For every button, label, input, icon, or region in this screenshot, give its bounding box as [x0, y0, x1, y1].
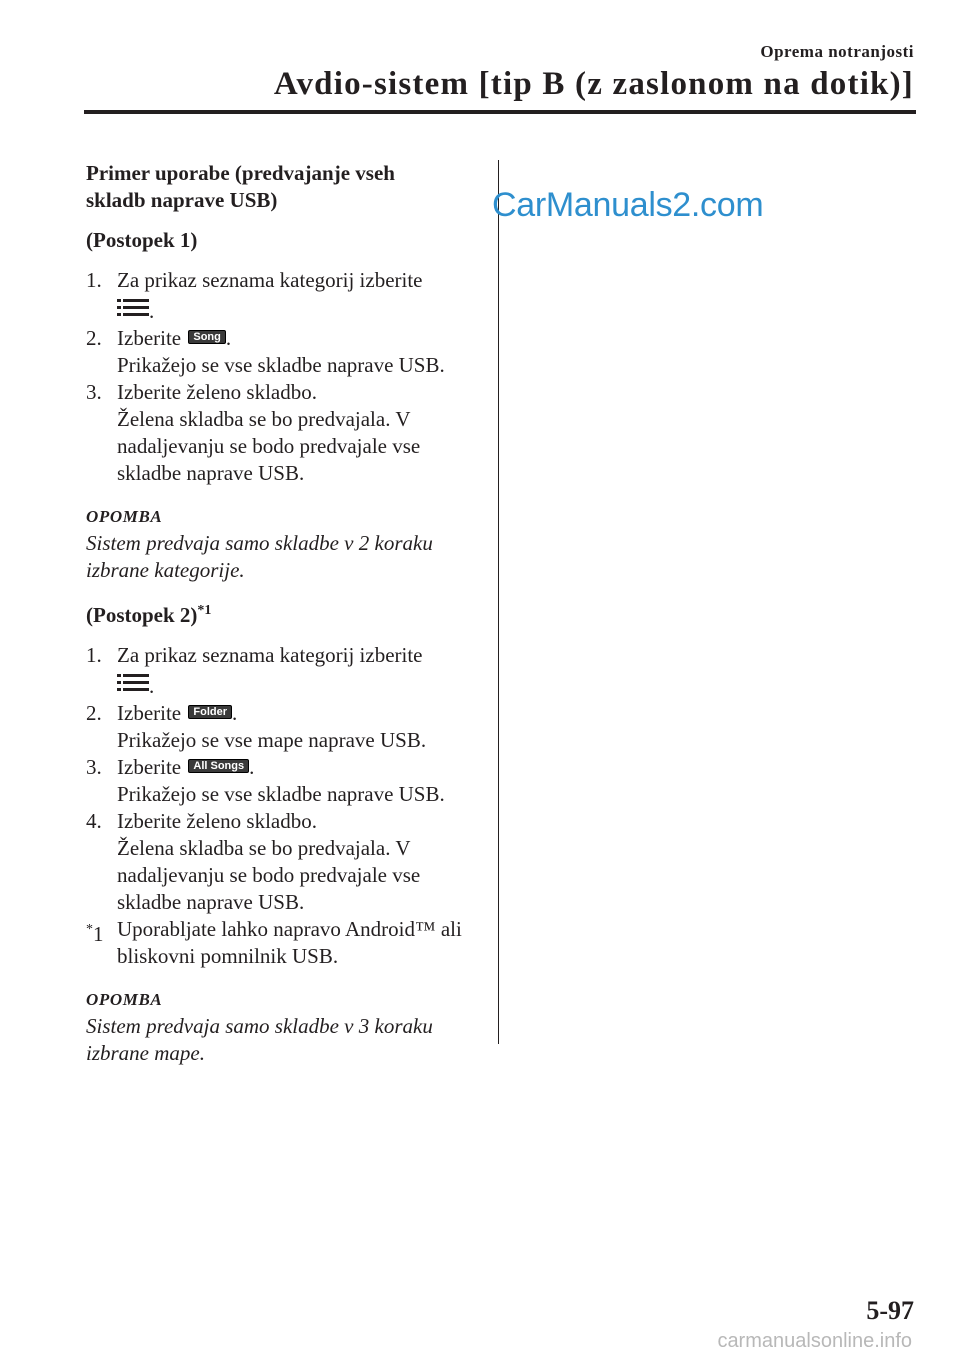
step-text: Izberite [117, 326, 182, 350]
header-divider [84, 110, 916, 114]
step-detail: Prikažejo se vse skladbe naprave USB. [117, 782, 445, 806]
step-punct: . [149, 299, 155, 323]
note-label: OPOMBA [86, 990, 163, 1009]
step-number: 1. [86, 268, 102, 292]
step-text: Za prikaz seznama kategorij izberite [117, 268, 423, 292]
footnote-mark [86, 916, 104, 948]
step-punct: . [225, 326, 232, 350]
footer-url[interactable]: carmanualsonline.info [717, 1330, 912, 1352]
procedure2-steps [86, 642, 486, 916]
procedure1-step-3 [86, 379, 486, 487]
note-text: Sistem predvaja samo skladbe v 2 koraku izbrane kategorije. [86, 531, 433, 582]
procedure2-step-3 [86, 754, 486, 808]
step-text: Izberite [117, 755, 182, 779]
footnote [86, 916, 486, 970]
step-text: Izberite [117, 701, 182, 725]
footnote-star: * [86, 922, 93, 937]
page-title: Avdio-sistem [tip B (z zaslonom na dotik)] [273, 66, 914, 102]
list-icon[interactable] [117, 673, 149, 700]
step-text: Za prikaz seznama kategorij izberite [117, 643, 423, 667]
procedure1-step-2 [86, 325, 486, 379]
procedure2-title [86, 597, 486, 629]
step-text: Izberite želeno skladbo. [117, 380, 317, 404]
footnote-ref: *1 [197, 603, 212, 618]
watermark-link[interactable]: CarManuals2.com [492, 186, 764, 224]
step-detail: Želena skladba se bo predvajala. V nadaljevanju se bodo predvajale vse skladbe naprave USB. [117, 407, 421, 485]
section-header: Oprema notranjosti [760, 42, 914, 61]
column-divider [498, 160, 499, 1044]
section-title [86, 160, 486, 214]
list-icon[interactable] [117, 298, 149, 325]
step-punct: . [232, 701, 238, 725]
note-label: OPOMBA [86, 507, 163, 526]
step-detail: Prikažejo se vse mape naprave USB. [117, 728, 427, 752]
procedure1-steps [86, 267, 486, 487]
step-detail: Želena skladba se bo predvajala. V nadaljevanju se bodo predvajale vse skladbe naprave USB. [117, 836, 421, 914]
procedure2-step-1 [86, 642, 486, 700]
page-number: 5-97 [866, 1296, 914, 1325]
step-punct: . [149, 674, 155, 698]
procedure1-step-1 [86, 267, 486, 325]
procedure2-step-4 [86, 808, 486, 916]
step-number: 2. [86, 326, 102, 350]
step-punct: . [249, 755, 255, 779]
step-number: 2. [86, 701, 102, 725]
step-number: 3. [86, 755, 102, 779]
step-number: 1. [86, 643, 102, 667]
footnote-text: Uporabljate lahko napravo Android™ ali bliskovni pomnilnik USB. [117, 917, 462, 968]
song-button[interactable]: Song [188, 330, 226, 344]
section-title-line2: skladb naprave USB) [86, 188, 278, 212]
folder-button[interactable]: Folder [188, 705, 232, 719]
left-column [86, 160, 486, 1067]
step-number: 3. [86, 380, 102, 404]
step-number: 4. [86, 809, 102, 833]
step-detail: Prikažejo se vse skladbe naprave USB. [117, 353, 445, 377]
step-text: Izberite želeno skladbo. [117, 809, 317, 833]
procedure2-title-text: (Postopek 2) [86, 603, 198, 627]
footnote-number: 1 [93, 922, 104, 946]
note-text: Sistem predvaja samo skladbe v 3 koraku izbrane mape. [86, 1014, 433, 1065]
all-songs-button[interactable]: All Songs [188, 759, 249, 773]
procedure2-step-2 [86, 700, 486, 754]
section-title-line1: Primer uporabe (predvajanje vseh [86, 161, 395, 185]
procedure1-title: (Postopek 1) [86, 228, 198, 252]
